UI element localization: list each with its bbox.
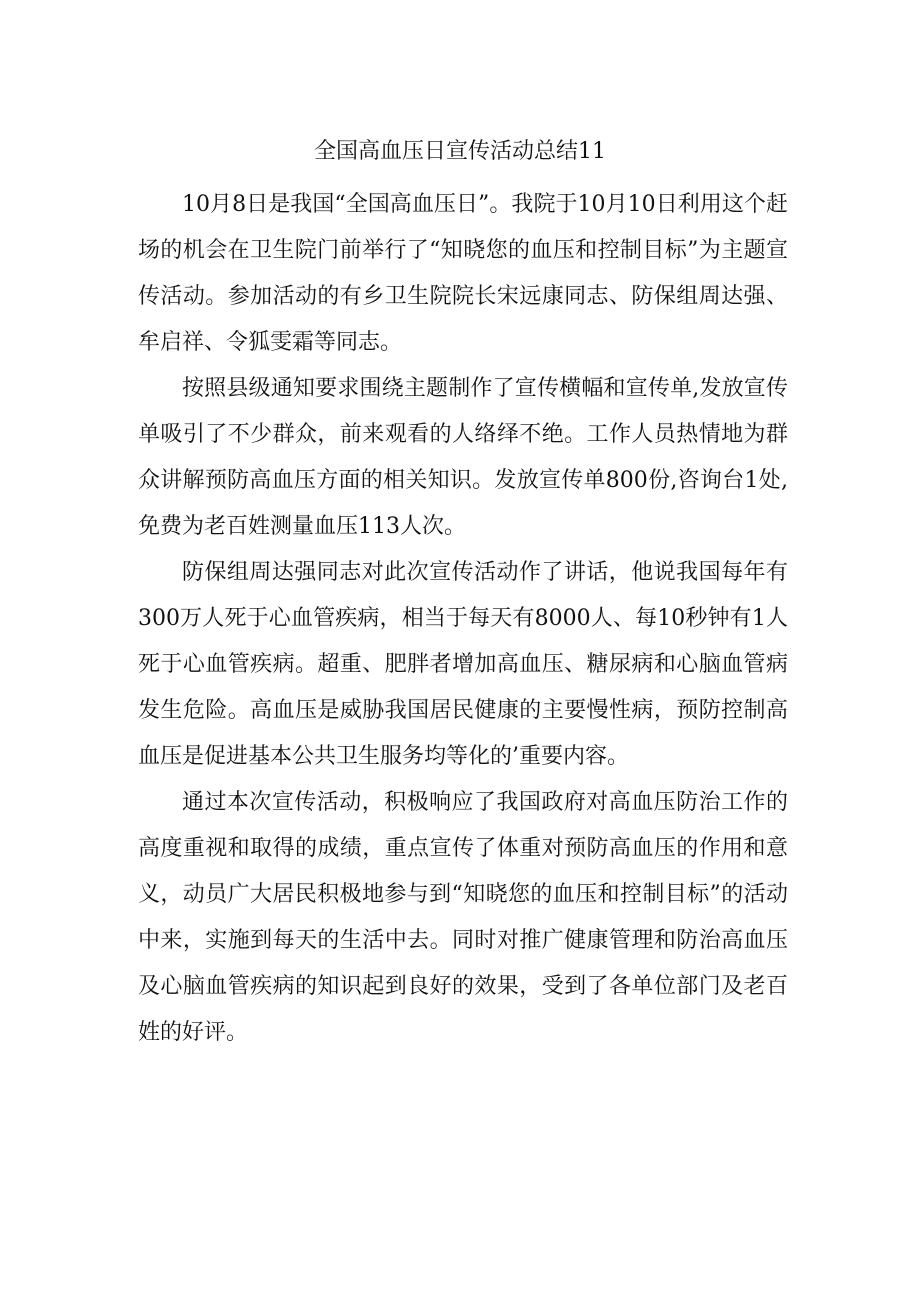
document-title: 全国高血压日宣传活动总结11	[314, 139, 606, 164]
paragraph-event-intro: 10月8日是我国“全国高血压日”。我院于10月10日利用这个赶场的机会在卫生院门前举行了“知晓您的血压和控制目标”为主题宣传活动。参加活动的有乡卫生院院长宋远康同志、防保组周达强、牟启祥、令狐雯霜等同志。	[138, 192, 788, 355]
document-body	[138, 182, 788, 1056]
paragraph-speech-summary: 防保组周达强同志对此次宣传活动作了讲话，他说我国每年有300万人死于心血管疾病，相当于每天有8000人、每10秒钟有1人死于心血管疾病。超重、肥胖者增加高血压、糖尿病和心脑血管病发生危险。高血压是威胁我国居民健康的主要慢性病，预防控制高血压是促进基本公共卫生服务均等化的’重要内容。	[138, 560, 788, 769]
paragraph-materials-distribution: 按照县级通知要求围绕主题制作了宣传横幅和宣传单,发放宣传单吸引了不少群众，前来观看的人络绎不绝。工作人员热情地为群众讲解预防高血压方面的相关知识。发放宣传单800份,咨询台1处,免费为老百姓测量血压113人次。	[138, 376, 788, 539]
paragraph-conclusion: 通过本次宣传活动，积极响应了我国政府对高血压防治工作的高度重视和取得的成绩，重点宣传了体重对预防高血压的作用和意义，动员广大居民积极地参与到“知晓您的血压和控制目标”的活动中来，实施到每天的生活中去。同时对推广健康管理和防治高血压及心脑血管疾病的知识起到良好的效果，受到了各单位部门及老百姓的好评。	[138, 790, 788, 1045]
